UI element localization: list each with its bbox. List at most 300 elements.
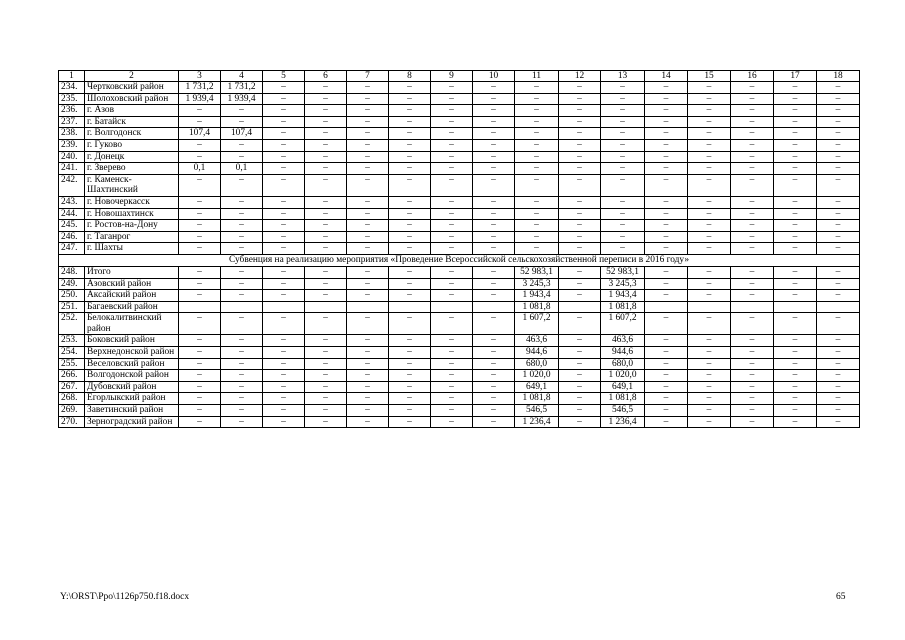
value-cell: – <box>731 290 774 302</box>
column-header: 17 <box>774 71 817 82</box>
value-cell: – <box>389 405 431 417</box>
value-cell: – <box>645 139 688 151</box>
value-cell: – <box>473 151 515 163</box>
value-cell: – <box>559 82 601 94</box>
value-cell: – <box>305 347 347 359</box>
value-cell: 1 607,2 <box>601 313 645 335</box>
value-cell: – <box>731 93 774 105</box>
value-cell: – <box>263 220 305 232</box>
value-cell: 1 607,2 <box>515 313 559 335</box>
value-cell: – <box>559 208 601 220</box>
table-row <box>59 174 860 196</box>
value-cell: – <box>431 151 473 163</box>
value-cell: – <box>263 381 305 393</box>
table-row <box>59 208 860 220</box>
value-cell: – <box>305 151 347 163</box>
value-cell: – <box>515 208 559 220</box>
value-cell: – <box>263 128 305 140</box>
table-row <box>59 381 860 393</box>
value-cell: – <box>263 370 305 382</box>
value-cell: – <box>731 416 774 428</box>
value-cell: – <box>601 220 645 232</box>
table-row <box>59 266 860 278</box>
value-cell: – <box>688 358 731 370</box>
value-cell: – <box>221 220 263 232</box>
row-number: 266. <box>59 370 85 382</box>
territory-name: г. Гуково <box>85 139 179 151</box>
value-cell <box>431 301 473 313</box>
value-cell: – <box>731 405 774 417</box>
value-cell: – <box>221 313 263 335</box>
value-cell: – <box>347 220 389 232</box>
value-cell: – <box>515 174 559 196</box>
value-cell: – <box>774 116 817 128</box>
value-cell: – <box>347 358 389 370</box>
value-cell: – <box>601 93 645 105</box>
value-cell: – <box>817 82 860 94</box>
value-cell: – <box>515 116 559 128</box>
value-cell: – <box>305 370 347 382</box>
value-cell: – <box>817 313 860 335</box>
value-cell: – <box>645 163 688 175</box>
value-cell: – <box>601 208 645 220</box>
value-cell: – <box>263 196 305 208</box>
value-cell <box>305 301 347 313</box>
value-cell: – <box>731 128 774 140</box>
value-cell: – <box>601 105 645 117</box>
territory-name: г. Азов <box>85 105 179 117</box>
value-cell <box>559 301 601 313</box>
value-cell: – <box>601 139 645 151</box>
value-cell: – <box>515 82 559 94</box>
value-cell: – <box>347 243 389 255</box>
value-cell <box>221 301 263 313</box>
value-cell: – <box>263 116 305 128</box>
value-cell: 52 983,1 <box>515 266 559 278</box>
value-cell: – <box>559 416 601 428</box>
value-cell: – <box>389 196 431 208</box>
value-cell: – <box>179 335 221 347</box>
column-header: 7 <box>347 71 389 82</box>
value-cell: – <box>817 231 860 243</box>
value-cell: – <box>221 290 263 302</box>
value-cell: – <box>688 208 731 220</box>
value-cell: – <box>559 174 601 196</box>
value-cell: – <box>389 278 431 290</box>
value-cell: – <box>817 220 860 232</box>
value-cell: – <box>221 208 263 220</box>
value-cell: – <box>774 347 817 359</box>
value-cell: – <box>473 128 515 140</box>
value-cell: – <box>645 82 688 94</box>
value-cell: – <box>305 220 347 232</box>
value-cell: – <box>559 105 601 117</box>
table-row <box>59 347 860 359</box>
column-header: 9 <box>431 71 473 82</box>
value-cell: – <box>221 231 263 243</box>
value-cell: 107,4 <box>221 128 263 140</box>
value-cell: – <box>347 313 389 335</box>
value-cell: – <box>347 405 389 417</box>
value-cell: – <box>431 196 473 208</box>
value-cell: – <box>817 416 860 428</box>
table-row <box>59 151 860 163</box>
value-cell: – <box>179 381 221 393</box>
value-cell: – <box>688 174 731 196</box>
value-cell: – <box>559 220 601 232</box>
value-cell: – <box>688 163 731 175</box>
value-cell: – <box>731 347 774 359</box>
value-cell: – <box>305 416 347 428</box>
value-cell: – <box>515 231 559 243</box>
table-row <box>59 82 860 94</box>
value-cell: – <box>389 139 431 151</box>
value-cell: – <box>817 116 860 128</box>
value-cell: – <box>431 416 473 428</box>
value-cell: – <box>473 208 515 220</box>
value-cell: – <box>774 93 817 105</box>
value-cell: – <box>473 231 515 243</box>
value-cell: – <box>305 82 347 94</box>
value-cell: – <box>179 278 221 290</box>
value-cell: – <box>731 196 774 208</box>
value-cell: – <box>389 416 431 428</box>
value-cell: 1 081,8 <box>601 393 645 405</box>
value-cell: – <box>305 196 347 208</box>
value-cell: – <box>688 313 731 335</box>
value-cell: – <box>263 208 305 220</box>
column-header: 12 <box>559 71 601 82</box>
value-cell: – <box>389 231 431 243</box>
value-cell: – <box>515 139 559 151</box>
value-cell: – <box>179 243 221 255</box>
value-cell: – <box>389 358 431 370</box>
value-cell: – <box>179 116 221 128</box>
value-cell: – <box>221 243 263 255</box>
value-cell: 0,1 <box>221 163 263 175</box>
value-cell: – <box>559 358 601 370</box>
value-cell: 1 020,0 <box>515 370 559 382</box>
value-cell: – <box>559 151 601 163</box>
value-cell: – <box>347 266 389 278</box>
territory-name: Белокалитвинский район <box>85 313 179 335</box>
value-cell: – <box>473 93 515 105</box>
value-cell: – <box>688 151 731 163</box>
value-cell: – <box>774 208 817 220</box>
value-cell: – <box>431 128 473 140</box>
value-cell: – <box>601 116 645 128</box>
value-cell: – <box>817 139 860 151</box>
column-header: 11 <box>515 71 559 82</box>
value-cell: – <box>645 393 688 405</box>
value-cell: – <box>221 416 263 428</box>
value-cell: – <box>774 393 817 405</box>
value-cell: – <box>774 313 817 335</box>
value-cell: – <box>645 105 688 117</box>
territory-name: г. Шахты <box>85 243 179 255</box>
value-cell: – <box>559 128 601 140</box>
value-cell: – <box>221 151 263 163</box>
column-header: 15 <box>688 71 731 82</box>
value-cell: – <box>389 393 431 405</box>
row-number: 270. <box>59 416 85 428</box>
territory-name: Шолоховский район <box>85 93 179 105</box>
value-cell: – <box>731 220 774 232</box>
column-header: 6 <box>305 71 347 82</box>
value-cell: – <box>731 105 774 117</box>
value-cell: – <box>817 93 860 105</box>
value-cell: – <box>263 266 305 278</box>
value-cell: – <box>431 93 473 105</box>
value-cell: 1 236,4 <box>515 416 559 428</box>
row-number: 248. <box>59 266 85 278</box>
value-cell: – <box>645 381 688 393</box>
value-cell: – <box>515 151 559 163</box>
value-cell: – <box>731 82 774 94</box>
value-cell: – <box>473 278 515 290</box>
value-cell: 649,1 <box>515 381 559 393</box>
value-cell: – <box>389 243 431 255</box>
value-cell: – <box>473 82 515 94</box>
row-number: 250. <box>59 290 85 302</box>
territory-name: г. Батайск <box>85 116 179 128</box>
value-cell: – <box>389 347 431 359</box>
value-cell: – <box>601 243 645 255</box>
value-cell: – <box>645 335 688 347</box>
value-cell: – <box>774 82 817 94</box>
value-cell: – <box>431 82 473 94</box>
value-cell: – <box>688 290 731 302</box>
value-cell: – <box>688 266 731 278</box>
row-number: 252. <box>59 313 85 335</box>
value-cell: 944,6 <box>601 347 645 359</box>
value-cell: – <box>817 128 860 140</box>
value-cell: – <box>221 266 263 278</box>
value-cell: – <box>817 290 860 302</box>
row-number: 241. <box>59 163 85 175</box>
territory-name: Аксайский район <box>85 290 179 302</box>
value-cell: – <box>559 196 601 208</box>
value-cell: – <box>645 196 688 208</box>
value-cell: – <box>774 358 817 370</box>
table-row <box>59 301 860 313</box>
value-cell: – <box>221 174 263 196</box>
value-cell: – <box>263 139 305 151</box>
value-cell: – <box>473 381 515 393</box>
value-cell: – <box>645 151 688 163</box>
value-cell: – <box>347 139 389 151</box>
row-number: 255. <box>59 358 85 370</box>
value-cell: – <box>559 93 601 105</box>
value-cell: – <box>473 266 515 278</box>
value-cell: – <box>431 290 473 302</box>
value-cell: 3 245,3 <box>515 278 559 290</box>
value-cell: – <box>389 313 431 335</box>
table-row <box>59 196 860 208</box>
table-row <box>59 93 860 105</box>
value-cell: – <box>473 139 515 151</box>
value-cell: – <box>431 347 473 359</box>
value-cell: – <box>263 231 305 243</box>
value-cell: – <box>347 381 389 393</box>
value-cell: – <box>179 358 221 370</box>
value-cell: – <box>389 163 431 175</box>
value-cell: – <box>347 335 389 347</box>
value-cell: – <box>559 290 601 302</box>
value-cell: – <box>601 128 645 140</box>
value-cell: 1 939,4 <box>179 93 221 105</box>
value-cell: – <box>601 196 645 208</box>
value-cell: – <box>645 313 688 335</box>
value-cell <box>688 301 731 313</box>
row-number: 253. <box>59 335 85 347</box>
value-cell: – <box>347 163 389 175</box>
value-cell: – <box>645 208 688 220</box>
table-row <box>59 358 860 370</box>
value-cell: – <box>688 220 731 232</box>
value-cell: – <box>473 243 515 255</box>
value-cell: – <box>305 174 347 196</box>
value-cell: – <box>389 381 431 393</box>
value-cell: – <box>774 266 817 278</box>
table-row <box>59 163 860 175</box>
value-cell: – <box>473 196 515 208</box>
value-cell <box>179 301 221 313</box>
value-cell: – <box>389 266 431 278</box>
value-cell: – <box>431 266 473 278</box>
value-cell: – <box>221 347 263 359</box>
value-cell: – <box>179 405 221 417</box>
value-cell: – <box>263 151 305 163</box>
table-row <box>59 128 860 140</box>
value-cell: – <box>774 370 817 382</box>
value-cell: – <box>774 243 817 255</box>
territory-name: Волгодонской район <box>85 370 179 382</box>
value-cell: – <box>221 381 263 393</box>
value-cell: – <box>645 93 688 105</box>
value-cell: – <box>731 335 774 347</box>
value-cell: 463,6 <box>515 335 559 347</box>
value-cell: – <box>347 231 389 243</box>
value-cell: – <box>645 416 688 428</box>
row-number: 269. <box>59 405 85 417</box>
column-header: 16 <box>731 71 774 82</box>
table-row <box>59 116 860 128</box>
value-cell: – <box>431 405 473 417</box>
value-cell: 680,0 <box>515 358 559 370</box>
value-cell: – <box>731 116 774 128</box>
value-cell: – <box>431 278 473 290</box>
value-cell: – <box>473 393 515 405</box>
value-cell: – <box>305 266 347 278</box>
value-cell: – <box>473 220 515 232</box>
value-cell: – <box>431 105 473 117</box>
value-cell: – <box>688 243 731 255</box>
value-cell: – <box>263 335 305 347</box>
value-cell: – <box>774 128 817 140</box>
table-row <box>59 220 860 232</box>
row-number: 247. <box>59 243 85 255</box>
value-cell <box>473 301 515 313</box>
territory-name: Заветинский район <box>85 405 179 417</box>
value-cell: – <box>688 82 731 94</box>
value-cell: – <box>731 174 774 196</box>
value-cell: – <box>731 243 774 255</box>
value-cell: – <box>347 93 389 105</box>
value-cell: – <box>305 381 347 393</box>
value-cell: – <box>688 347 731 359</box>
value-cell: – <box>817 151 860 163</box>
value-cell: – <box>347 416 389 428</box>
value-cell: – <box>688 381 731 393</box>
value-cell: – <box>431 335 473 347</box>
value-cell <box>774 301 817 313</box>
value-cell: – <box>389 82 431 94</box>
value-cell: – <box>347 370 389 382</box>
value-cell: – <box>645 278 688 290</box>
value-cell: – <box>515 243 559 255</box>
value-cell: – <box>559 381 601 393</box>
value-cell: – <box>688 335 731 347</box>
value-cell <box>817 301 860 313</box>
value-cell: – <box>559 313 601 335</box>
value-cell: – <box>473 347 515 359</box>
value-cell: – <box>817 174 860 196</box>
value-cell: – <box>817 208 860 220</box>
value-cell: – <box>305 393 347 405</box>
territory-name: г. Новошахтинск <box>85 208 179 220</box>
value-cell: – <box>645 405 688 417</box>
value-cell: – <box>389 370 431 382</box>
territory-name: г. Донецк <box>85 151 179 163</box>
value-cell: – <box>179 139 221 151</box>
column-header: 3 <box>179 71 221 82</box>
value-cell: – <box>515 105 559 117</box>
value-cell: – <box>731 231 774 243</box>
value-cell: 1 943,4 <box>515 290 559 302</box>
value-cell: – <box>731 163 774 175</box>
table-row <box>59 290 860 302</box>
value-cell: – <box>731 208 774 220</box>
value-cell: – <box>263 393 305 405</box>
page-number: 65 <box>836 592 846 602</box>
value-cell: – <box>263 105 305 117</box>
territory-name: Боковский район <box>85 335 179 347</box>
value-cell: – <box>731 139 774 151</box>
value-cell: – <box>263 358 305 370</box>
value-cell: – <box>431 139 473 151</box>
value-cell: – <box>515 220 559 232</box>
table-row <box>59 313 860 335</box>
value-cell: – <box>688 139 731 151</box>
value-cell: – <box>431 220 473 232</box>
value-cell <box>731 301 774 313</box>
value-cell: – <box>559 231 601 243</box>
territory-name: г. Новочеркасск <box>85 196 179 208</box>
value-cell: – <box>731 278 774 290</box>
value-cell: – <box>817 243 860 255</box>
footer-file-path: Y:\ORST\Ppo\1126p750.f18.docx <box>60 592 190 602</box>
value-cell: – <box>347 174 389 196</box>
value-cell: – <box>473 313 515 335</box>
value-cell: – <box>389 335 431 347</box>
value-cell: – <box>817 266 860 278</box>
value-cell: 107,4 <box>179 128 221 140</box>
territory-name: Итого <box>85 266 179 278</box>
value-cell: – <box>179 105 221 117</box>
territory-name: Верхнедонской район <box>85 347 179 359</box>
value-cell: – <box>305 405 347 417</box>
